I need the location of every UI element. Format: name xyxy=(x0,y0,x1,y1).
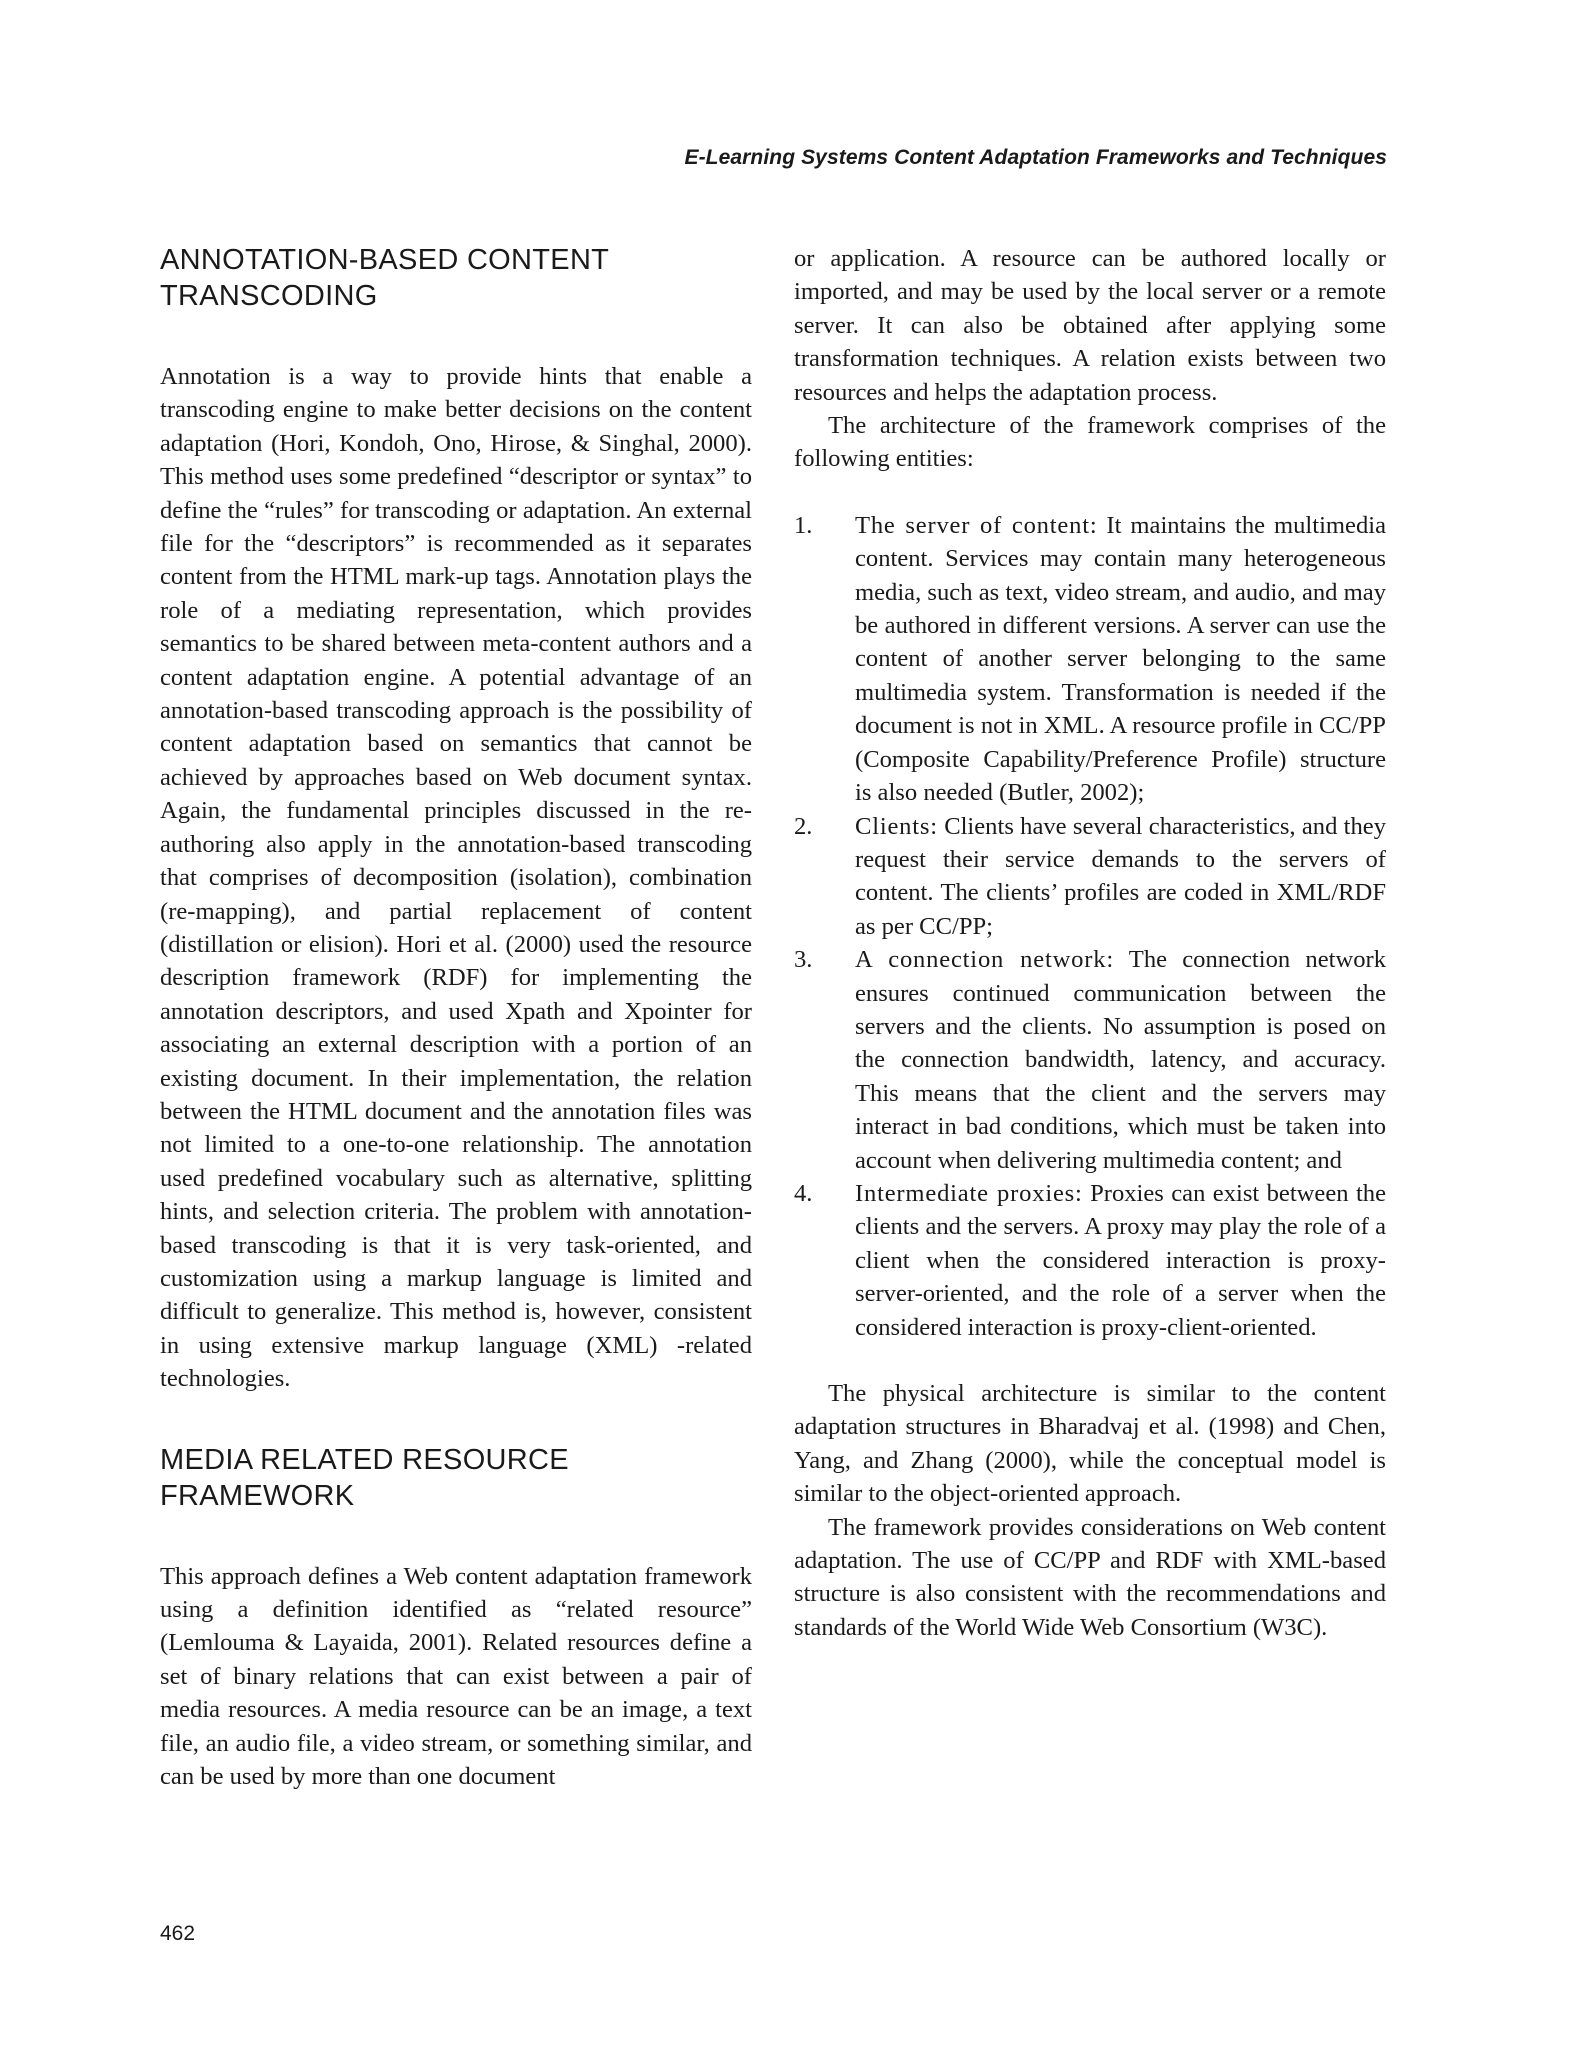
list-item-text: Proxies can exist between the clients and the servers. A proxy may play the role of a client when the considered interaction is proxy-server-oriented, and the role of a server when the considered interaction is proxy-client-oriented. xyxy=(855,1179,1386,1341)
list-item xyxy=(794,943,1386,1177)
list-item-number: 2. xyxy=(794,812,813,840)
list-item xyxy=(794,509,1386,810)
physical-architecture-paragraph: The physical architecture is similar to the content adaptation structures in Bharadvaj et al. (1998) and Chen, Yang, and Zhang (2000), while the conceptual model is similar to the object-oriented approach. xyxy=(794,1380,1386,1508)
page-number: 462 xyxy=(160,1922,196,1945)
entities-list xyxy=(794,509,1386,1344)
section-heading-media-resource: MEDIA RELATED RESOURCE FRAMEWORK xyxy=(160,1443,569,1512)
continuation-paragraph: or application. A resource can be authored locally or imported, and may be used by the local server or a remote server. It can also be obtained after applying some transformation techniques. A relation exists between two resources and helps the adaptation process. xyxy=(794,245,1386,406)
right-column xyxy=(794,242,1386,1644)
list-item-number: 4. xyxy=(794,1179,813,1207)
running-header: E-Learning Systems Content Adaptation Frameworks and Techniques xyxy=(684,146,1387,169)
list-item-text: It maintains the multimedia content. Services may contain many heterogeneous media, such as text, video stream, and audio, and may be authored in different versions. A server can use the content of another server belonging to the same multimedia system. Transformation is needed if the document is not in XML. A resource profile in CC/PP (Composite Capability/Preference Profile) structure is also needed (Butler, 2002); xyxy=(855,511,1386,807)
list-item-text: Clients have several characteristics, and they request their service demands to the servers of content. The clients’ profiles are coded in XML/RDF as per CC/PP; xyxy=(855,812,1386,940)
framework-considerations-paragraph: The framework provides considerations on Web content adaptation. The use of CC/PP and RDF with XML-based structure is also consistent with the recommendations and standards of the World Wide Web Consortium (W3C). xyxy=(794,1513,1386,1641)
list-item-number: 3. xyxy=(794,946,813,974)
list-item-term: The server of content: xyxy=(855,511,1098,539)
list-item xyxy=(794,810,1386,944)
left-column xyxy=(160,242,752,1793)
list-item-term: Clients: xyxy=(855,812,938,840)
list-item-number: 1. xyxy=(794,511,813,539)
section-body-media-resource: This approach defines a Web content adaptation framework using a definition identified as “related resource” (Lemlouma & Layaida, 2001). Related resources define a set of binary relations that can exist between a pair of media resources. A media resource can be an image, a text file, an audio file, a video stream, or something similar, and can be used by more than one document xyxy=(160,1562,752,1791)
entities-intro: The architecture of the framework comprises of the following entities: xyxy=(794,412,1386,473)
section-body-annotation: Annotation is a way to provide hints that enable a transcoding engine to make better decisions on the content adaptation (Hori, Kondoh, Ono, Hirose, & Singhal, 2000). This method uses some predefined “descriptor or syntax” to define the “rules” for transcoding or adaptation. An external file for the “descriptors” is recommended as it separates content from the HTML mark-up tags. Annotation plays the role of a mediating representation, which provides semantics to be shared between meta-content authors and a content adaptation engine. A potential advantage of an annotation-based transcoding approach is the possibility of content adaptation based on semantics that cannot be achieved by approaches based on Web document syntax. Again, the fundamental principles discussed in the re-authoring also apply in the annotation-based transcoding that comprises of decomposition (isolation), combination (re-mapping), and partial replacement of content (distillation or elision). Hori et al. (2000) used the resource description framework (RDF) for implementing the annotation descriptors, and used Xpath and Xpointer for associating an external description with a portion of an existing document. In their implementation, the relation between the HTML document and the annotation files was not limited to a one-to-one relationship. The annotation used predefined vocabulary such as alternative, splitting hints, and selection criteria. The problem with annotation-based transcoding is that it is very task-oriented, and customization using a markup language is limited and difficult to generalize. This method is, however, consistent in using extensive markup language (XML) -related technologies. xyxy=(160,363,752,1393)
list-item-term: Intermediate proxies: xyxy=(855,1179,1083,1207)
list-item-term: A connection network: xyxy=(855,946,1114,974)
list-item-text: The connection network ensures continued communication between the servers and the clients. No assumption is posed on the connection bandwidth, latency, and accuracy. This means that the client and the servers may interact in bad conditions, which must be taken into account when delivering multimedia content; and xyxy=(855,946,1386,1174)
list-item xyxy=(794,1177,1386,1344)
section-heading-annotation: ANNOTATION-BASED CONTENT TRANSCODING xyxy=(160,244,609,312)
